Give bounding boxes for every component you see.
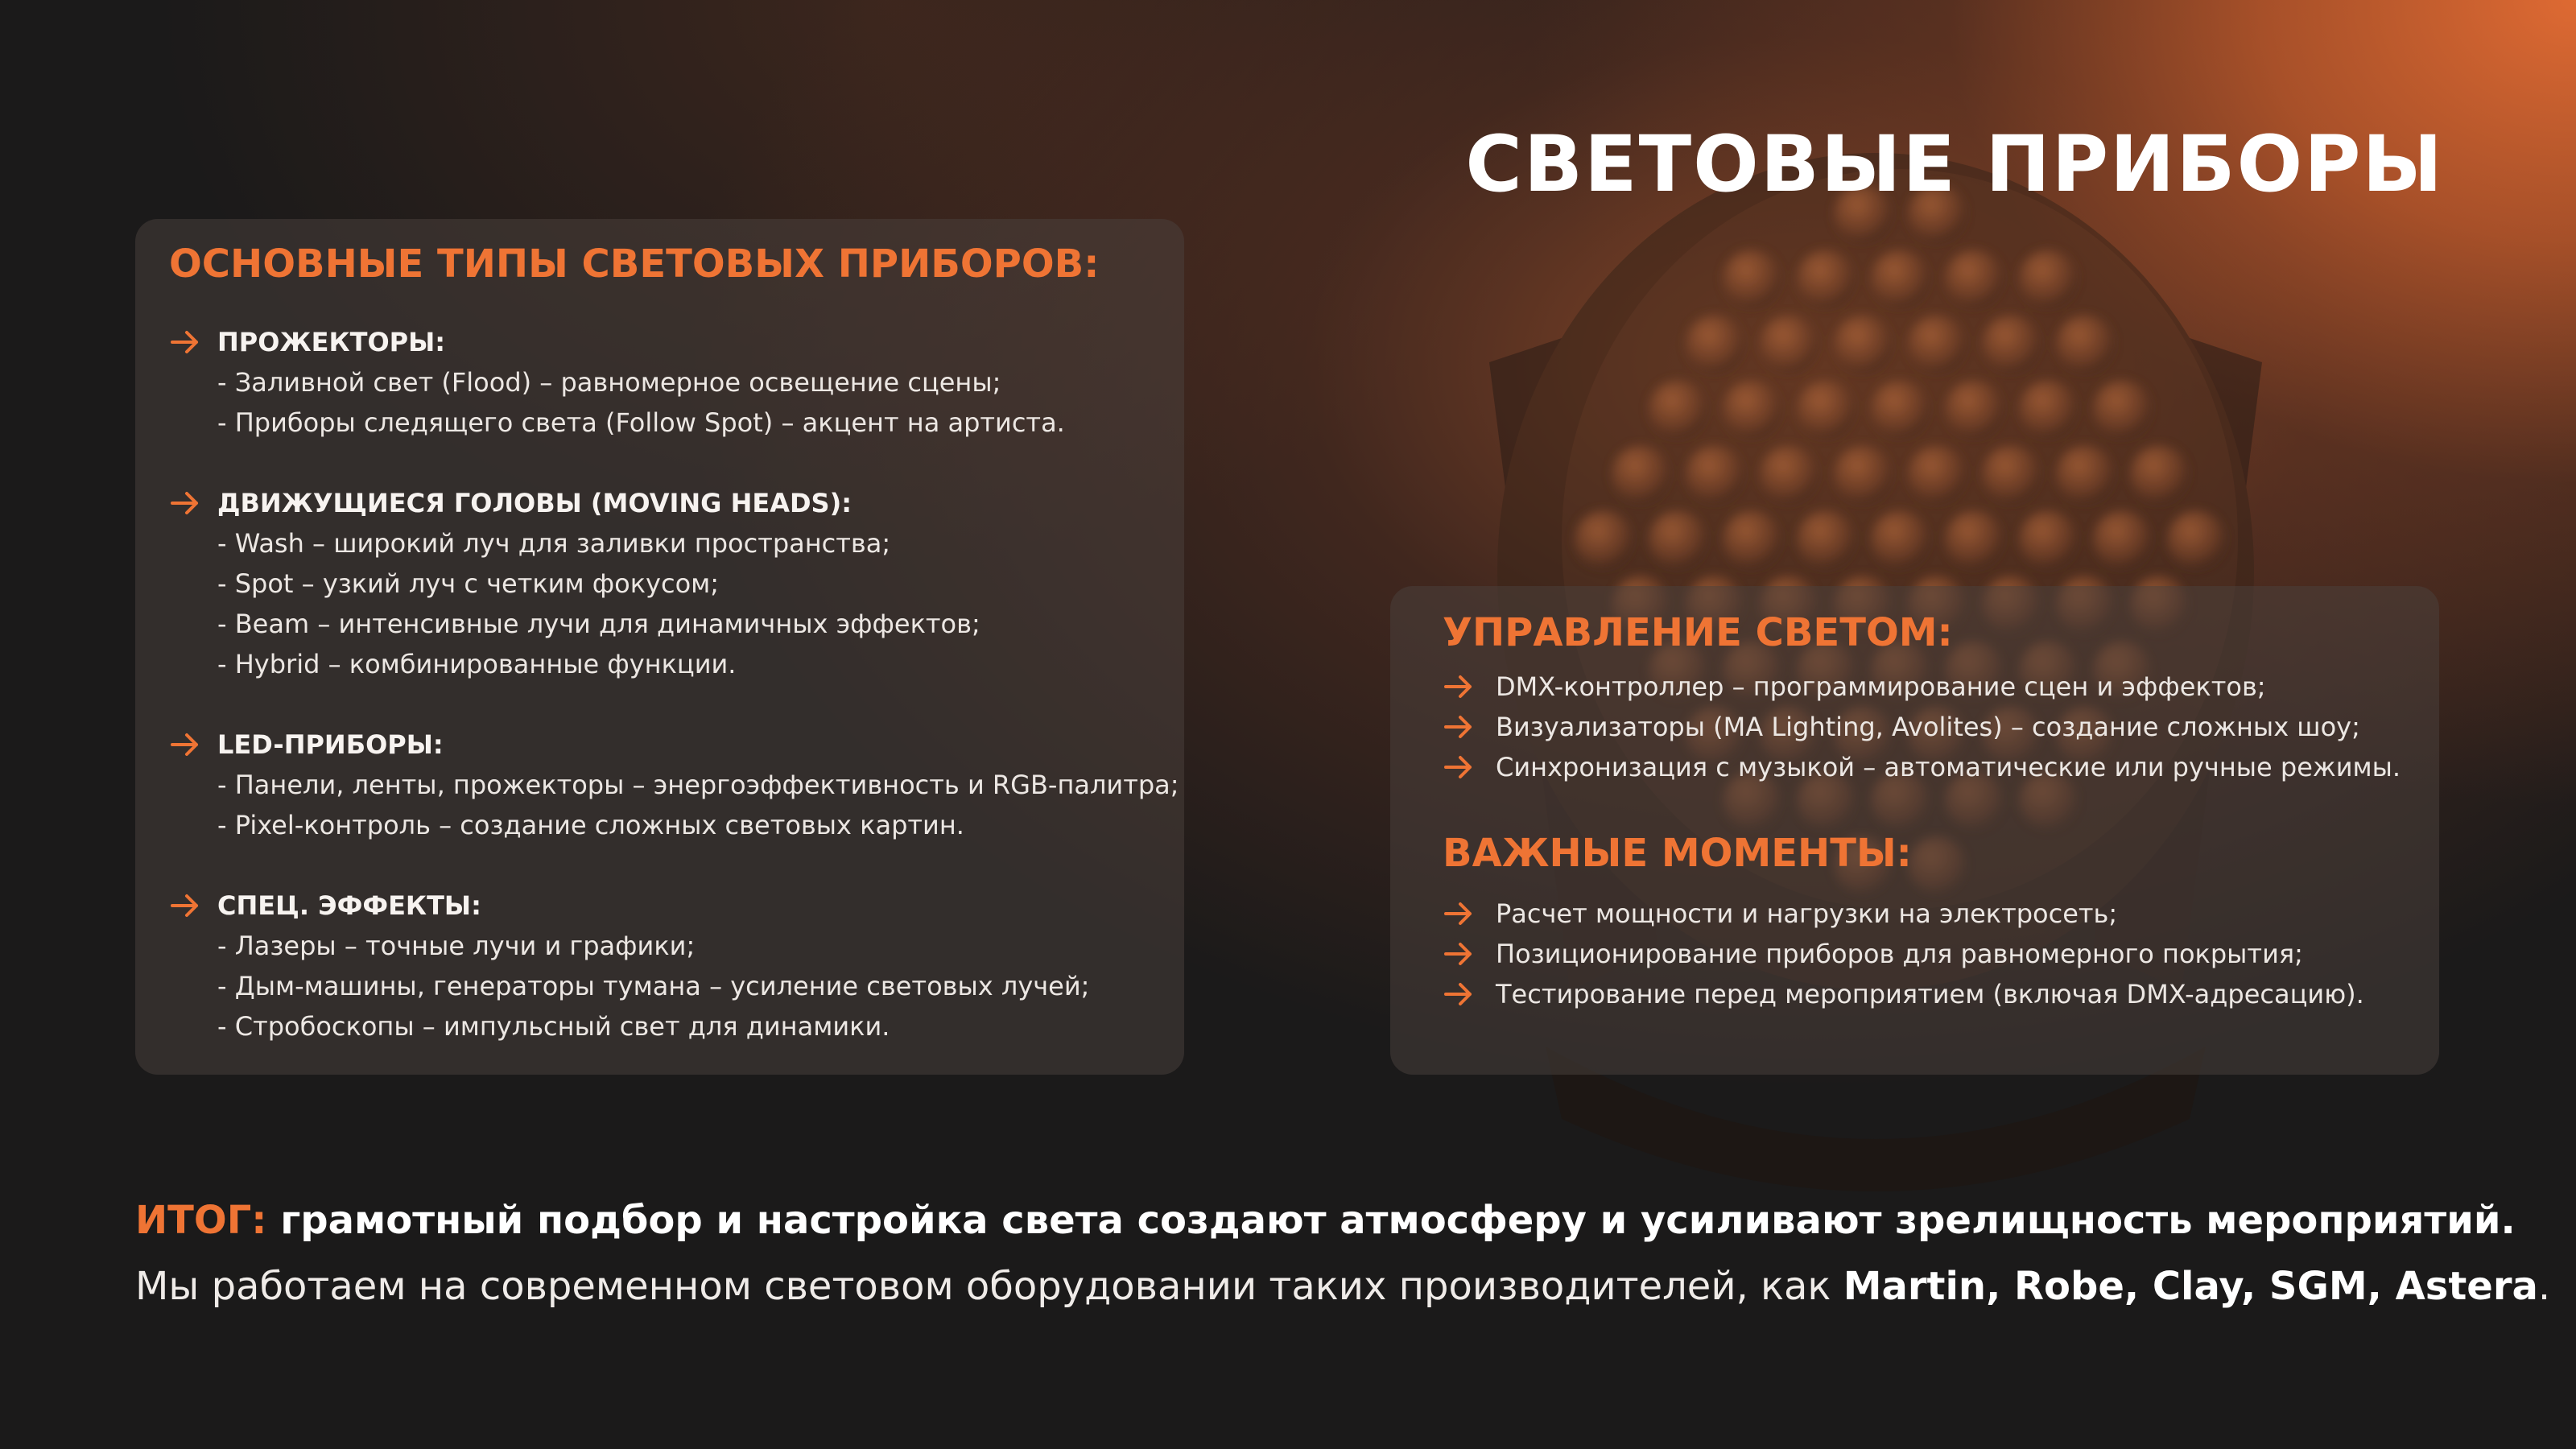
led-lens [1723,510,1781,568]
control-panel [1390,586,2439,1075]
led-lens [1797,250,1855,308]
list-item-text: DMX-контроллер – программирование сцен и эффектов; [1496,671,2266,702]
group-moving-heads [169,483,1184,684]
led-lens [1797,510,1855,568]
arrow-right-icon [169,892,201,919]
led-lens [1649,380,1707,438]
led-lens [1871,380,1929,438]
list-item: - Дым-машины, генераторы тумана – усиление световых лучей; [217,971,1090,1001]
led-lens [1723,380,1781,438]
led-lens [1834,315,1892,373]
led-lens [1871,250,1929,308]
led-lens [1982,315,2040,373]
group-special-effects [169,886,1184,1046]
list-item: - Beam – интенсивные лучи для динамичных эффектов; [217,609,980,639]
summary-line [135,1198,2516,1243]
led-lens [2019,510,2077,568]
led-lens [2167,510,2225,568]
led-lens [1686,445,1744,503]
producers-end: . [2537,1264,2551,1309]
page-title: СВЕТОВЫЕ ПРИБОРЫ [1465,119,2444,209]
list-item: - Spot – узкий луч с четким фокусом; [217,568,720,599]
group-led [169,724,1184,845]
arrow-right-icon [1443,713,1475,741]
led-lens [2093,510,2151,568]
arrow-right-icon [1443,940,1475,968]
list-item: - Hybrid – комбинированные функции. [217,649,737,679]
led-lens [2019,250,2077,308]
led-lens [1686,315,1744,373]
led-lens [2056,445,2114,503]
led-lens [2093,380,2151,438]
group-title: ПРОЖЕКТОРЫ: [217,327,446,357]
group-title: СПЕЦ. ЭФФЕКТЫ: [217,890,481,921]
light-types-panel [135,219,1184,1075]
led-lens [2130,445,2188,503]
list-item-text: Тестирование перед мероприятием (включая DMX-адресацию). [1496,979,2364,1009]
control-heading: УПРАВЛЕНИЕ СВЕТОМ: [1443,610,1953,655]
led-lens [1649,510,1707,568]
arrow-right-icon [169,731,201,758]
led-lens [1908,445,1966,503]
arrow-right-icon [1443,753,1475,781]
led-lens [2019,380,2077,438]
arrow-right-icon [1443,980,1475,1008]
led-lens [1945,510,2003,568]
list-item: - Приборы следящего света (Follow Spot) – акцент на артиста. [217,407,1065,438]
led-lens [1945,380,2003,438]
list-item: - Заливной свет (Flood) – равномерное освещение сцены; [217,367,1001,398]
list-item [1443,934,2439,974]
list-item-text: Визуализаторы (MA Lighting, Avolites) – создание сложных шоу; [1496,712,2360,742]
led-lens [1797,380,1855,438]
arrow-right-icon [169,328,201,356]
led-lens [1945,250,2003,308]
led-lens [1723,250,1781,308]
important-heading: ВАЖНЫЕ МОМЕНТЫ: [1443,831,1912,876]
list-item: - Wash – широкий луч для заливки пространства; [217,528,891,559]
group-title: LED-ПРИБОРЫ: [217,729,444,760]
light-types-heading: ОСНОВНЫЕ ТИПЫ СВЕТОВЫХ ПРИБОРОВ: [169,242,1100,287]
list-item [1443,747,2439,787]
group-title: ДВИЖУЩИЕСЯ ГОЛОВЫ (MOVING HEADS): [217,488,852,518]
list-item-text: Позиционирование приборов для равномерного покрытия; [1496,939,2303,969]
list-item [1443,667,2439,707]
list-item-text: Синхронизация с музыкой – автоматические или ручные режимы. [1496,752,2401,782]
summary-label: ИТОГ: [135,1198,267,1243]
producers-brands: Martin, Robe, Clay, SGM, Astera [1843,1264,2538,1309]
list-item: - Стробоскопы – импульсный свет для динамики. [217,1011,890,1042]
group-projectors [169,322,1184,443]
producers-lead: Мы работаем на современном световом оборудовании таких производителей, как [135,1264,1843,1309]
list-item-text: Расчет мощности и нагрузки на электросеть; [1496,898,2118,929]
led-lens [1575,510,1633,568]
led-lens [1760,445,1818,503]
arrow-right-icon [1443,900,1475,927]
led-lens [1760,315,1818,373]
led-lens [1908,315,1966,373]
list-item: - Лазеры – точные лучи и графики; [217,931,696,961]
list-item [1443,974,2439,1014]
list-item [1443,707,2439,747]
list-item [1443,894,2439,934]
led-lens [2056,315,2114,373]
led-lens [1834,445,1892,503]
led-lens [1612,445,1670,503]
arrow-right-icon [169,489,201,517]
led-lens [1871,510,1929,568]
list-item: - Панели, ленты, прожекторы – энергоэффективность и RGB-палитра; [217,770,1179,800]
led-lens [1982,445,2040,503]
producers-line [135,1264,2550,1309]
summary-text: грамотный подбор и настройка света создают атмосферу и усиливают зрелищность мероприятий. [266,1198,2516,1243]
arrow-right-icon [1443,673,1475,700]
list-item: - Pixel-контроль – создание сложных световых картин. [217,810,964,840]
